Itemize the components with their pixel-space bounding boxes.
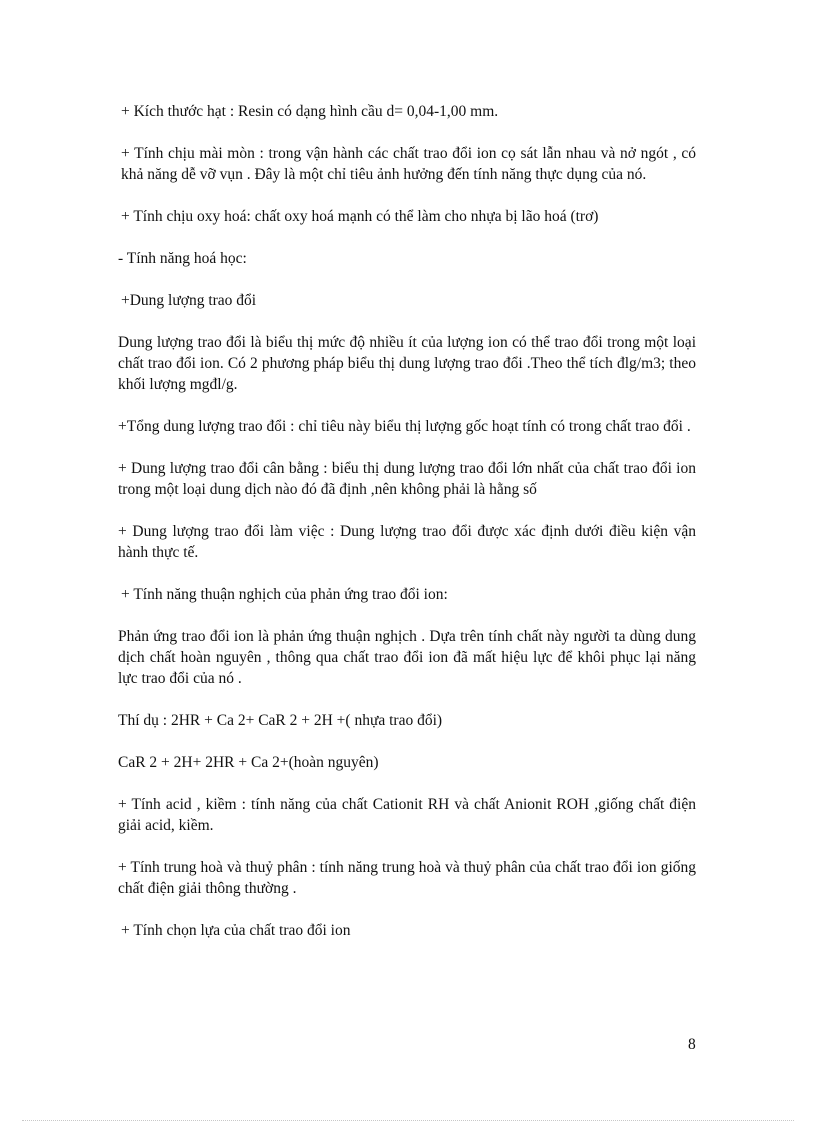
paragraph-acid-base: + Tính acid , kiềm : tính năng của chất Cationit RH và chất Anionit ROH ,giống chất điện giải acid, kiềm. [118, 796, 696, 834]
paragraph-reversibility-definition: Phản ứng trao đổi ion là phản ứng thuận nghịch . Dựa trên tính chất này người ta dùng dung dịch chất hoàn nguyên , thông qua chất trao đổi ion đã mất hiệu lực để khôi phục lại năng lực trao đổi của nó . [118, 628, 696, 687]
paragraph-oxidation-resistance: + Tính chịu oxy hoá: chất oxy hoá mạnh có thể làm cho nhựa bị lão hoá (trơ) [121, 208, 599, 225]
page-number: 8 [688, 1036, 696, 1053]
paragraph-particle-size: + Kích thước hạt : Resin có dạng hình cầu d= 0,04-1,00 mm. [121, 103, 499, 120]
paragraph-abrasion-resistance: + Tính chịu mài mòn : trong vận hành các chất trao đổi ion cọ sát lẫn nhau và nở ngót , có khả năng dễ vỡ vụn . Đây là một chỉ tiêu ảnh hưởng đến tính năng thực dụng của nó. [121, 145, 696, 183]
heading-selectivity: + Tính chọn lựa của chất trao đổi ion [121, 922, 351, 939]
paragraph-equilibrium-capacity: + Dung lượng trao đổi cân bằng : biểu thị dung lượng trao đổi lớn nhất của chất trao đổi ion trong một loại dung dịch nào đó đã định ,nên không phải là hằng số [118, 460, 696, 498]
paragraph-neutralization-hydrolysis: + Tính trung hoà và thuỷ phân : tính năng trung hoà và thuỷ phân của chất trao đổi ion giống chất điện giải thông thường . [118, 859, 696, 897]
heading-reversibility: + Tính năng thuận nghịch của phản ứng trao đổi ion: [121, 586, 448, 603]
paragraph-exchange-capacity-definition: Dung lượng trao đổi là biểu thị mức độ nhiều ít của lượng ion có thể trao đổi trong một loại chất trao đổi ion. Có 2 phương pháp biểu thị dung lượng trao đổi .Theo thể tích đlg/m3; theo khối lượng mgđl/g. [118, 334, 696, 393]
paragraph-working-capacity: + Dung lượng trao đổi làm việc : Dung lượng trao đổi được xác định dưới điều kiện vận hành thực tế. [118, 523, 696, 561]
paragraph-total-capacity: +Tổng dung lượng trao đổi : chỉ tiêu này biểu thị lượng gốc hoạt tính có trong chất trao đổi . [118, 418, 691, 435]
equation-regeneration: CaR 2 + 2H+ 2HR + Ca 2+(hoàn nguyên) [118, 754, 379, 771]
equation-exchange: Thí dụ : 2HR + Ca 2+ CaR 2 + 2H +( nhựa trao đổi) [118, 712, 443, 729]
heading-exchange-capacity: +Dung lượng trao đổi [121, 292, 257, 309]
document-body [118, 101, 696, 962]
heading-chemical-properties: - Tính năng hoá học: [118, 250, 247, 267]
page-bottom-divider [22, 1120, 794, 1121]
